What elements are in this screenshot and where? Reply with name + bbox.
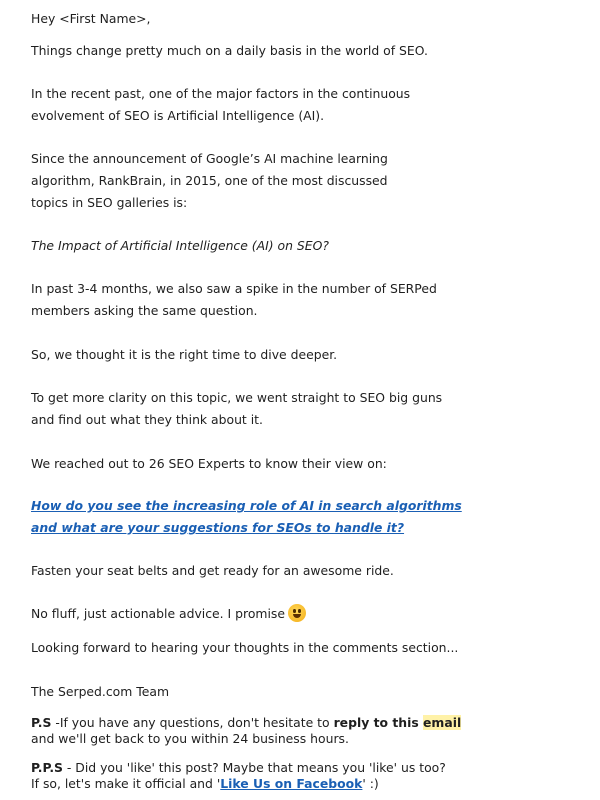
signature: The Serped.com Team: [31, 684, 170, 699]
pps-text: - Did you 'like' this post? Maybe that means you 'like' us too?: [62, 760, 446, 775]
paragraph: Things change pretty much on a daily basis in the world of SEO.: [31, 43, 428, 58]
text-line: Since the announcement of Google’s AI machine learning: [31, 151, 388, 166]
greeting: Hey <First Name>,: [31, 11, 151, 26]
text-line: To get more clarity on this topic, we went straight to SEO big guns: [31, 390, 443, 405]
paragraph: So, we thought it is the right time to dive deeper.: [31, 347, 338, 362]
question-link-line[interactable]: How do you see the increasing role of AI in search algorithms: [31, 498, 462, 513]
paragraph: [31, 83, 410, 127]
text-line: evolvement of SEO is Artificial Intelligence (AI).: [31, 108, 325, 123]
text-line: and we'll get back to you within 24 business hours.: [31, 731, 349, 746]
like-us-facebook-link[interactable]: Like Us on Facebook: [220, 776, 363, 791]
text-line: In past 3-4 months, we also saw a spike in the number of SERPed: [31, 281, 437, 296]
paragraph: Fasten your seat belts and get ready for an awesome ride.: [31, 563, 394, 578]
ps-bold-text: reply to this: [333, 715, 424, 730]
pps-note: [31, 760, 446, 792]
paragraph: [31, 278, 437, 322]
text-line: members asking the same question.: [31, 303, 258, 318]
ps-note: [31, 715, 461, 747]
paragraph: [31, 387, 442, 431]
ps-text: -If you have any questions, don't hesitate to: [51, 715, 334, 730]
paragraph: [31, 148, 388, 214]
slightly-smiling-face-icon: [288, 604, 306, 622]
ps-highlight-email: email: [423, 715, 462, 730]
paragraph: We reached out to 26 SEO Experts to know their view on:: [31, 456, 387, 471]
text-line: algorithm, RankBrain, in 2015, one of the most discussed: [31, 173, 388, 188]
question-link-line[interactable]: and what are your suggestions for SEOs to handle it?: [31, 520, 405, 535]
ps-label: P.S: [31, 715, 52, 730]
paragraph: [31, 603, 306, 624]
promise-text: No fluff, just actionable advice. I promise: [31, 606, 286, 621]
text-line: and find out what they think about it.: [31, 412, 263, 427]
text-line: In the recent past, one of the major factors in the continuous: [31, 86, 411, 101]
pps-text-post: ' :): [362, 776, 379, 791]
pps-label: P.P.S: [31, 760, 63, 775]
paragraph: Looking forward to hearing your thoughts in the comments section...: [31, 640, 459, 655]
italic-question: The Impact of Artificial Intelligence (AI) on SEO?: [31, 238, 329, 253]
pps-text-pre: If so, let's make it official and ': [31, 776, 221, 791]
question-link[interactable]: [31, 495, 462, 539]
text-line: topics in SEO galleries is:: [31, 195, 188, 210]
